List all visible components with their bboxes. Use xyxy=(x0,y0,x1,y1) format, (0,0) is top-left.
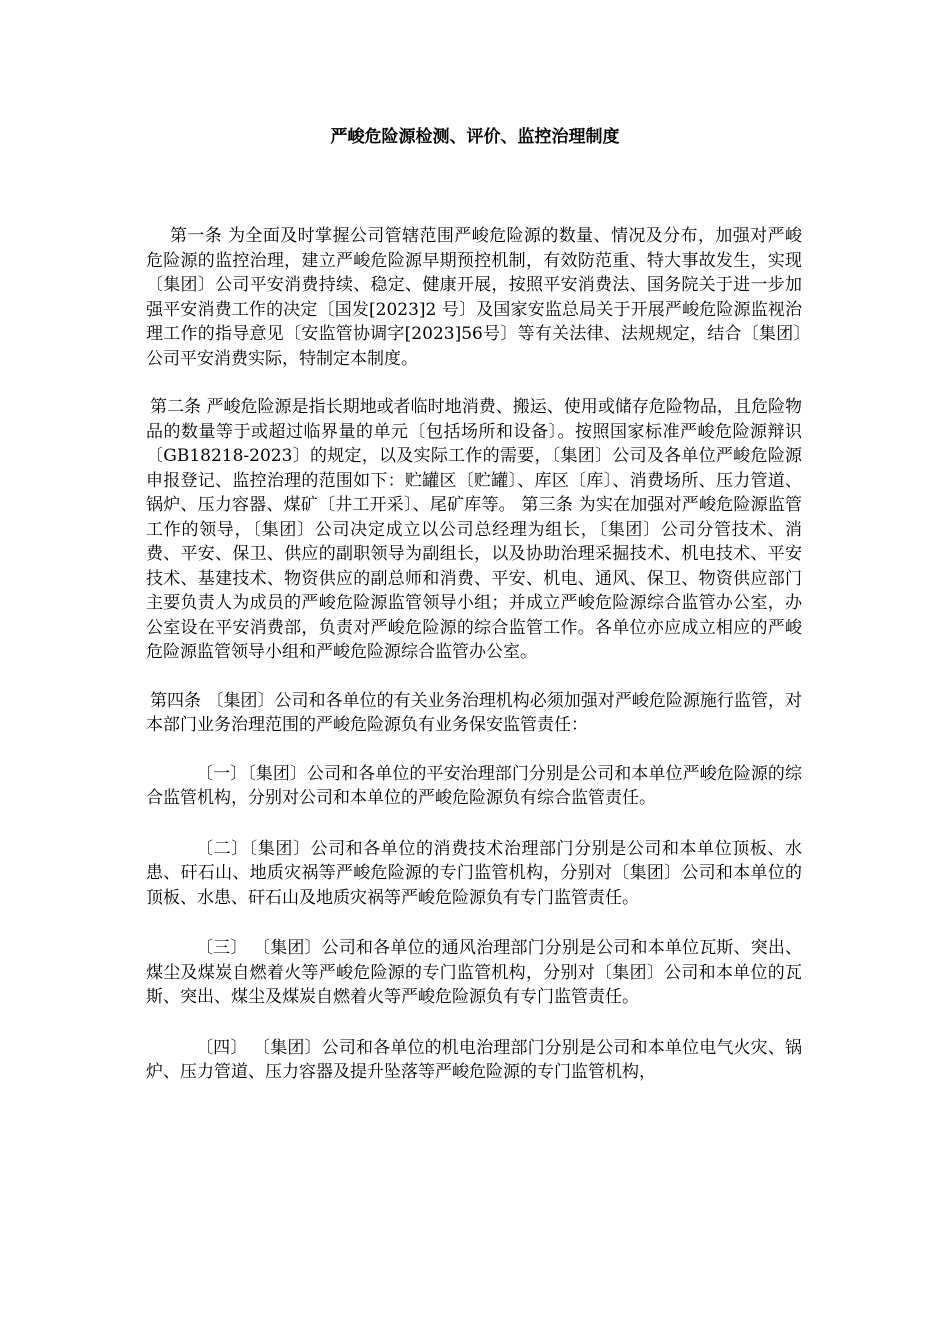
article-4-paragraph: 第四条 〔集团〕公司和各单位的有关业务治理机构必须加强对严峻危险源施行监管，对本部门业务治理范围的严峻危险源负有业务保安监管责任： xyxy=(146,690,802,735)
document-body xyxy=(146,224,802,1111)
list-item: 〔二〕〔集团〕公司和各单位的消费技术治理部门分别是公司和本单位顶板、水患、矸石山、地质灾祸等严峻危险源的专门监管机构，分别对〔集团〕公司和本单位的顶板、水患、矸石山及地质灾祸等严峻危险源负有专门监管责任。 xyxy=(146,838,802,908)
list-item: 〔三〕 〔集团〕公司和各单位的通风治理部门分别是公司和本单位瓦斯、突出、煤尘及煤炭自燃着火等严峻危险源的专门监管机构，分别对〔集团〕公司和本单位的瓦斯、突出、煤尘及煤炭自燃着火等严峻危险源负有专门监管责任。 xyxy=(146,938,802,1007)
list-item: 〔四〕 〔集团〕公司和各单位的机电治理部门分别是公司和本单位电气火灾、锅炉、压力管道、压力容器及提升坠落等严峻危险源的专门监管机构， xyxy=(146,1037,802,1082)
article-2-3-paragraph: 第二条 严峻危险源是指长期地或者临时地消费、搬运、使用或储存危险物品，且危险物品的数量等于或超过临界量的单元〔包括场所和设备〕。按照国家标准严峻危险源辩识〔GB18218-2023〕的规定，以及实际工作的需要，〔集团〕公司及各单位严峻危险源申报登记、监控治理的范围如下：贮罐区〔贮罐〕、库区〔库〕、消费场所、压力管道、锅炉、压力容器、煤矿〔井工开采〕、尾矿库等。 第三条 为实在加强对严峻危险源监管工作的领导，〔集团〕公司决定成立以公司总经理为组长，〔集团〕公司分管技术、消费、平安、保卫、供应的副职领导为副组长，以及协助治理采掘技术、机电技术、平安技术、基建技术、物资供应的副总师和消费、平安、机电、通风、保卫、物资供应部门主要负责人为成员的严峻危险源监管领导小组；并成立严峻危险源综合监管办公室，办公室设在平安消费部，负责对严峻危险源的综合监管工作。各单位亦应成立相应的严峻危险源监管领导小组和严峻危险源综合监管办公室。 xyxy=(146,397,802,662)
document-title: 严峻危险源检测、评价、监控治理制度 xyxy=(330,127,620,147)
list-item: 〔一〕〔集团〕公司和各单位的平安治理部门分别是公司和本单位严峻危险源的综合监管机构，分别对公司和本单位的严峻危险源负有综合监管责任。 xyxy=(146,763,802,808)
article-1-paragraph: 第一条 为全面及时掌握公司管辖范围严峻危险源的数量、情况及分布，加强对严峻危险源的监控治理，建立严峻危险源早期预控机制，有效防范重、特大事故发生，实现〔集团〕公司平安消费持续、稳定、健康开展，按照平安消费法、国务院关于进一步加强平安消费工作的决定〔国发[2023]2 号〕及国家安监总局关于开展严峻危险源监视治理工作的指导意见〔安监管协调字[2023]56号〕等有关法律、法规规定，结合〔集团〕公司平安消费实际，特制定本制度。 xyxy=(146,226,802,369)
